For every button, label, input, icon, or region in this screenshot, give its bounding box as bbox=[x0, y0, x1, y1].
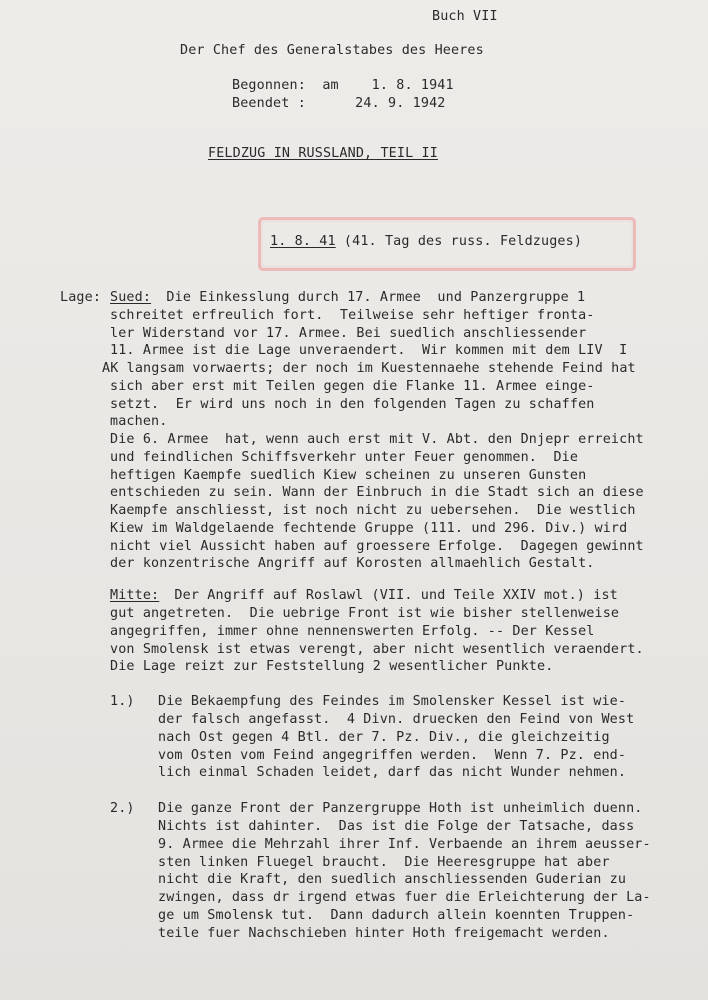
mitte-line: Die Lage reizt zur Feststellung 2 wesentlicher Punkte. bbox=[110, 659, 554, 674]
sued-line: nicht viel Aussicht haben auf groessere Erfolge. Dagegen gewinnt bbox=[110, 539, 644, 554]
sued-line: machen. bbox=[110, 414, 168, 429]
sued-line: Die 6. Armee hat, wenn auch erst mit V. Abt. den Dnjepr erreicht bbox=[110, 432, 644, 447]
point-line: der falsch angefasst. 4 Divn. druecken den Feind von West bbox=[158, 712, 635, 727]
mitte-line: Der Angriff auf Roslawl (VII. und Teile XXIV mot.) ist bbox=[158, 588, 618, 603]
sued-line: Kaempfe anschliesst, ist noch nicht zu uebersehen. Die westlich bbox=[110, 503, 636, 518]
document-title: FELDZUG IN RUSSLAND, TEIL II bbox=[208, 146, 438, 161]
entry-date-line bbox=[270, 233, 582, 251]
sued-line: heftigen Kaempfe suedlich Kiew scheinen zu unseren Gunsten bbox=[110, 468, 587, 483]
sued-line: Die Einkesslung durch 17. Armee und Panzergruppe 1 bbox=[150, 290, 586, 305]
sued-line: Kiew im Waldgelaende fechtende Gruppe (111. und 296. Div.) wird bbox=[110, 521, 628, 536]
begin-date: Begonnen: am 1. 8. 1941 bbox=[232, 78, 454, 93]
sued-label: Sued: bbox=[110, 290, 152, 305]
mitte-line: gut angetreten. Die uebrige Front ist wie bisher stellenweise bbox=[110, 606, 620, 621]
mitte-line: angegriffen, immer ohne nennenswerten Erfolg. -- Der Kessel bbox=[110, 624, 595, 639]
lage-label: Lage: bbox=[60, 290, 102, 305]
mitte-line: von Smolensk ist etwas verengt, aber nicht wesentlich veraendert. bbox=[110, 642, 644, 657]
point-line: nach Ost gegen 4 Btl. der 7. Pz. Div., die gleichzeitig bbox=[158, 730, 610, 745]
point-line: Die Bekaempfung des Feindes im Smolensker Kessel ist wie- bbox=[158, 694, 627, 709]
issuer-heading: Der Chef des Generalstabes des Heeres bbox=[180, 43, 484, 58]
sued-line: und feindlichen Schiffsverkehr unter Feuer genommen. Die bbox=[110, 450, 579, 465]
point-line: lich einmal Schaden leidet, darf das nicht Wunder nehmen. bbox=[158, 765, 627, 780]
book-number: Buch VII bbox=[432, 9, 498, 24]
sued-line: ler Widerstand vor 17. Armee. Bei suedlich anschliessender bbox=[110, 326, 587, 341]
point-line: vom Osten vom Feind angegriffen werden. Wenn 7. Pz. end- bbox=[158, 748, 627, 763]
entry-date: 1. 8. 41 bbox=[270, 234, 336, 249]
entry-date-note: (41. Tag des russ. Feldzuges) bbox=[335, 234, 583, 249]
point-line: zwingen, dass dr irgend etwas fuer die Erleichterung der La- bbox=[158, 890, 651, 905]
point-line: nicht die Kraft, den suedlich anschliessenden Guderian zu bbox=[158, 872, 627, 887]
sued-line: schreitet erfreulich fort. Teilweise sehr heftiger fronta- bbox=[110, 308, 595, 323]
mitte-label: Mitte: bbox=[110, 588, 160, 603]
point-line: sten linken Fluegel braucht. Die Heeresgruppe hat aber bbox=[158, 855, 610, 870]
point-number: 2.) bbox=[110, 801, 135, 816]
point-line: Die ganze Front der Panzergruppe Hoth ist unheimlich duenn. bbox=[158, 801, 643, 816]
sued-line: AK langsam vorwaerts; der noch im Kuestennaehe stehende Feind hat bbox=[102, 361, 636, 376]
sued-line: 11. Armee ist die Lage unveraendert. Wir kommen mit dem LIV I bbox=[110, 343, 628, 358]
sued-line: entschieden zu sein. Wann der Einbruch in die Stadt sich an diese bbox=[110, 485, 644, 500]
point-line: ge um Smolensk tut. Dann dadurch allein koennten Truppen- bbox=[158, 908, 635, 923]
sued-line: der konzentrische Angriff auf Korosten allmaehlich Gestalt. bbox=[110, 556, 595, 571]
point-line: Nichts ist dahinter. Das ist die Folge der Tatsache, dass bbox=[158, 819, 635, 834]
point-line: teile fuer Nachschieben hinter Hoth freigemacht werden. bbox=[158, 926, 610, 941]
end-date: Beendet : 24. 9. 1942 bbox=[232, 96, 446, 111]
sued-line: sich aber erst mit Teilen gegen die Flanke 11. Armee einge- bbox=[110, 379, 595, 394]
sued-line: setzt. Er wird uns noch in den folgenden Tagen zu schaffen bbox=[110, 397, 595, 412]
point-line: 9. Armee die Mehrzahl ihrer Inf. Verbaende an ihrem aeusser- bbox=[158, 837, 651, 852]
point-number: 1.) bbox=[110, 694, 135, 709]
